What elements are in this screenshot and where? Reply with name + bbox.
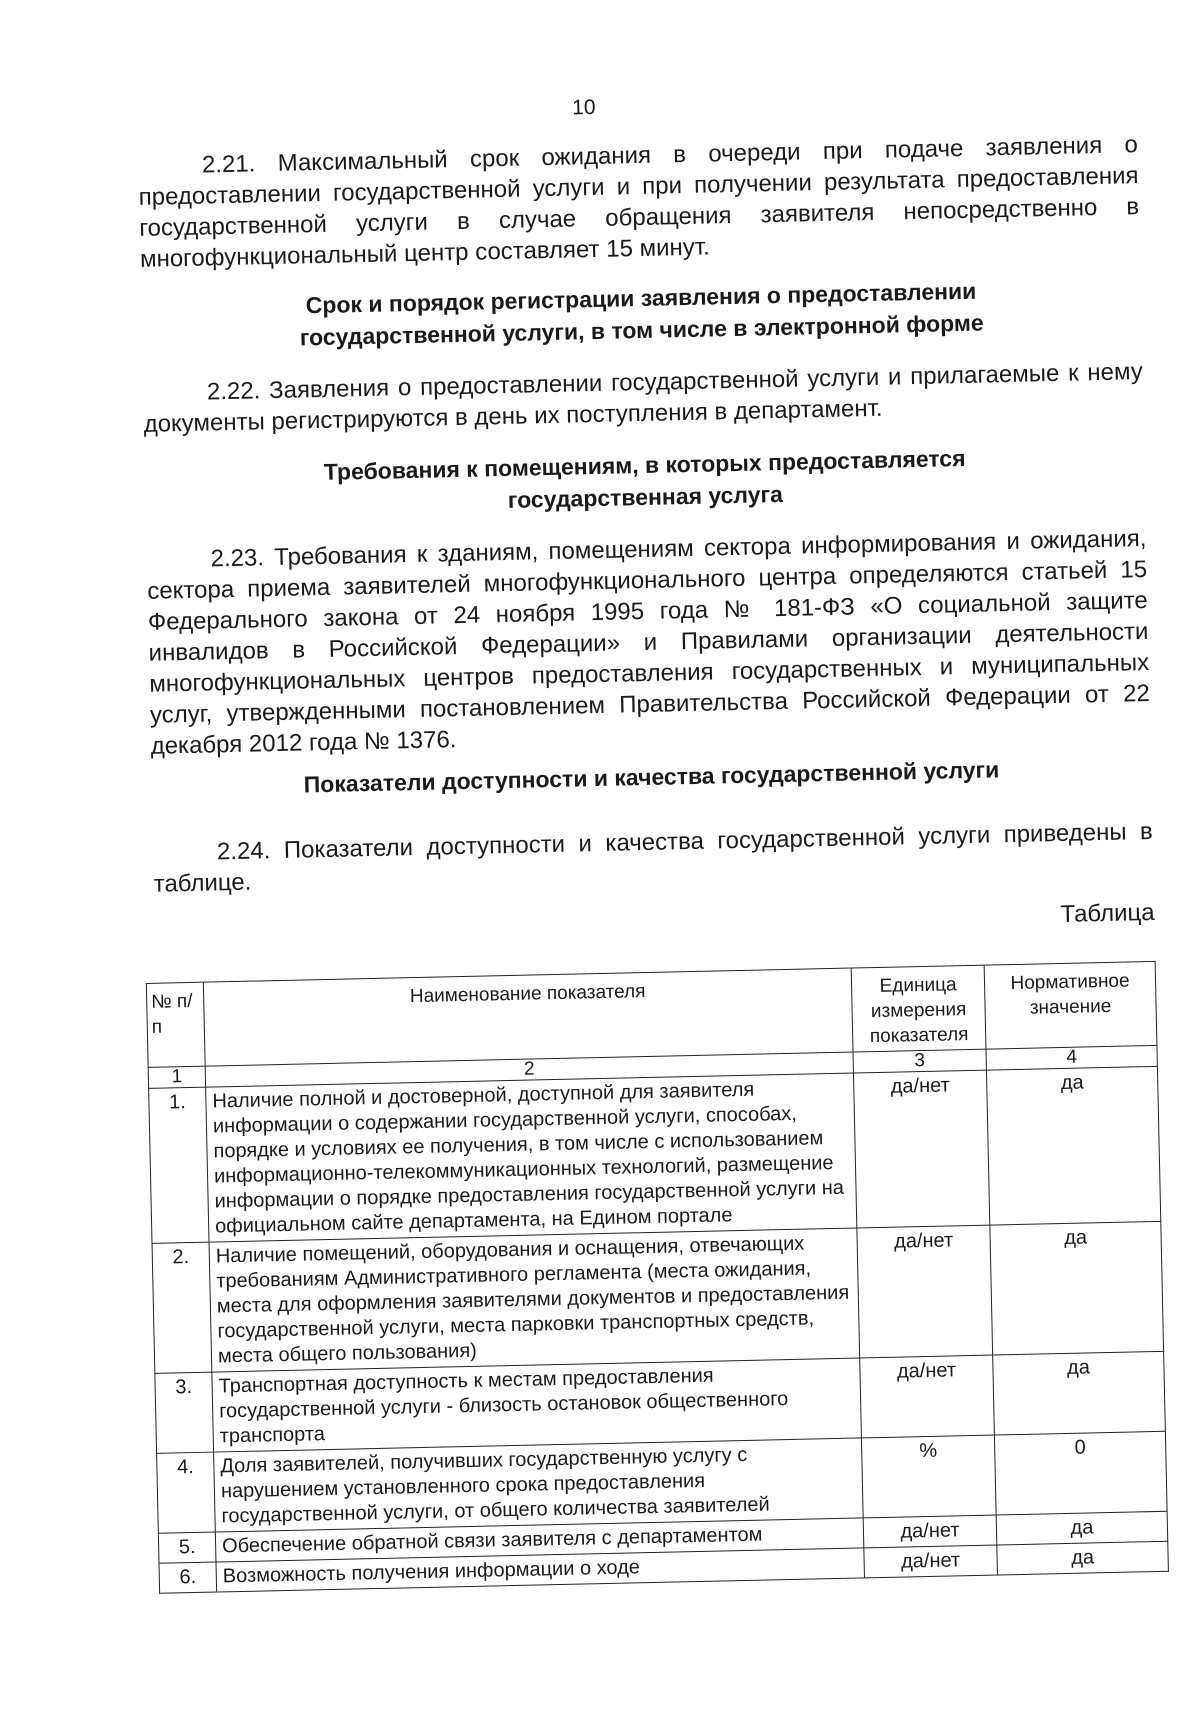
row-unit: да/нет [863,1515,997,1548]
header-unit: Единица измерения показателя [851,965,986,1052]
heading-registration-line1: Срок и порядок регистрации заявления о предоставлении [305,277,977,319]
heading-quality-text: Показатели доступности и качества государственной услуги [303,756,1000,798]
header-num: № п/п [146,982,205,1067]
row-unit: да/нет [857,1225,993,1358]
header-value: Нормативное значение [984,961,1157,1049]
row-num: 1. [149,1087,209,1243]
row-name: Доля заявителей, получивших государственную услугу с нарушением установленного срока предоставления государственной услуги, от общего количества заявителей [214,1438,864,1532]
column-number: 4 [986,1045,1157,1070]
paragraph-2-21: 2.21. Максимальный срок ожидания в очереди при подаче заявления о предоставлении государственной услуги и при получении результата предоставления государственной услуги в случае обращения заявителя непосредственно в многофункциональный центр составляет 15 минут. [138,131,1140,273]
section-2-22 [143,356,1144,440]
row-name: Наличие помещений, оборудования и оснащения, отвечающих требованиям Административного регламента (места ожидания, места для оформления заявителями документов и предоставления государственной услуги, места парковки транспортных средств, места общего пользования) [209,1228,860,1372]
section-2-23 [146,523,1150,762]
header-name: Наименование показателя [203,968,853,1066]
row-unit: % [861,1435,996,1518]
row-num: 5. [158,1532,216,1563]
row-value: 0 [994,1431,1167,1515]
row-unit: да/нет [864,1545,998,1578]
page-number: 10 [571,95,596,120]
row-name: Возможность получения информации о ходе [216,1548,865,1592]
section-2-24 [153,816,1154,900]
row-value: да [990,1221,1164,1355]
heading-premises-line2: государственная услуга [507,480,784,513]
heading-registration-line2: государственной услуги, в том числе в электронной форме [299,309,984,351]
row-value: да [997,1541,1169,1575]
row-value: да [986,1066,1160,1225]
paragraph-2-24: 2.24. Показатели доступности и качества государственной услуги приведены в таблице. [153,817,1154,898]
column-number: 3 [853,1049,986,1073]
row-unit: да/нет [860,1355,995,1438]
table-caption-block [154,899,1154,949]
table-row [152,1221,1164,1373]
row-unit: да/нет [853,1070,989,1228]
heading-premises [144,438,1145,524]
row-num: 4. [157,1452,216,1533]
row-value: да [993,1351,1166,1435]
row-name: Наличие полной и достоверной, доступной для заявителя информации о содержании государственной услуги, способах, порядке и условиях ее получения, в том числе с использованием информационно-телекоммуникационных технологий, размещение информации о порядке предоставления государственной услуги на официальном сайте департамента, на Едином портале [206,1073,857,1242]
column-number: 1 [148,1066,205,1088]
indicators-table [146,961,1169,1594]
paragraph-2-22: 2.22. Заявления о предоставлении государственной услуги и прилагаемые к нему документы регистрируются в день их поступления в департамент. [143,358,1144,438]
indicators-table-block [146,961,1169,1594]
row-name: Обеспечение обратной связи заявителя с департаментом [215,1518,864,1562]
row-num: 2. [152,1242,212,1373]
table-row [149,1066,1161,1243]
row-value: да [996,1511,1168,1545]
paragraph-2-23: 2.23. Требования к зданиям, помещениям сектора информирования и ожидания, сектора приема заявителей многофункционального центра определяются статьей 15 Федерального закона от 24 ноября 1995 года № 181-ФЗ «О социальной защите инвалидов в Российской Федерации» и Правилами организации деятельности многофункциональных центров предоставления государственных и муниципальных услуг, утвержденными постановлением Правительства Российской Федерации от 22 декабря 2012 года № 1376. [146,525,1151,760]
heading-registration [141,271,1142,357]
section-2-21 [138,129,1140,275]
row-name: Транспортная доступность к местам предоставления государственной услуги - близость остановок общественного транспорта [212,1358,862,1452]
column-number: 2 [205,1052,853,1087]
heading-premises-line1: Требования к помещениям, в которых предоставляется [323,444,966,485]
row-num: 3. [155,1372,214,1453]
table-caption: Таблица [1060,898,1155,928]
row-num: 6. [159,1562,217,1593]
